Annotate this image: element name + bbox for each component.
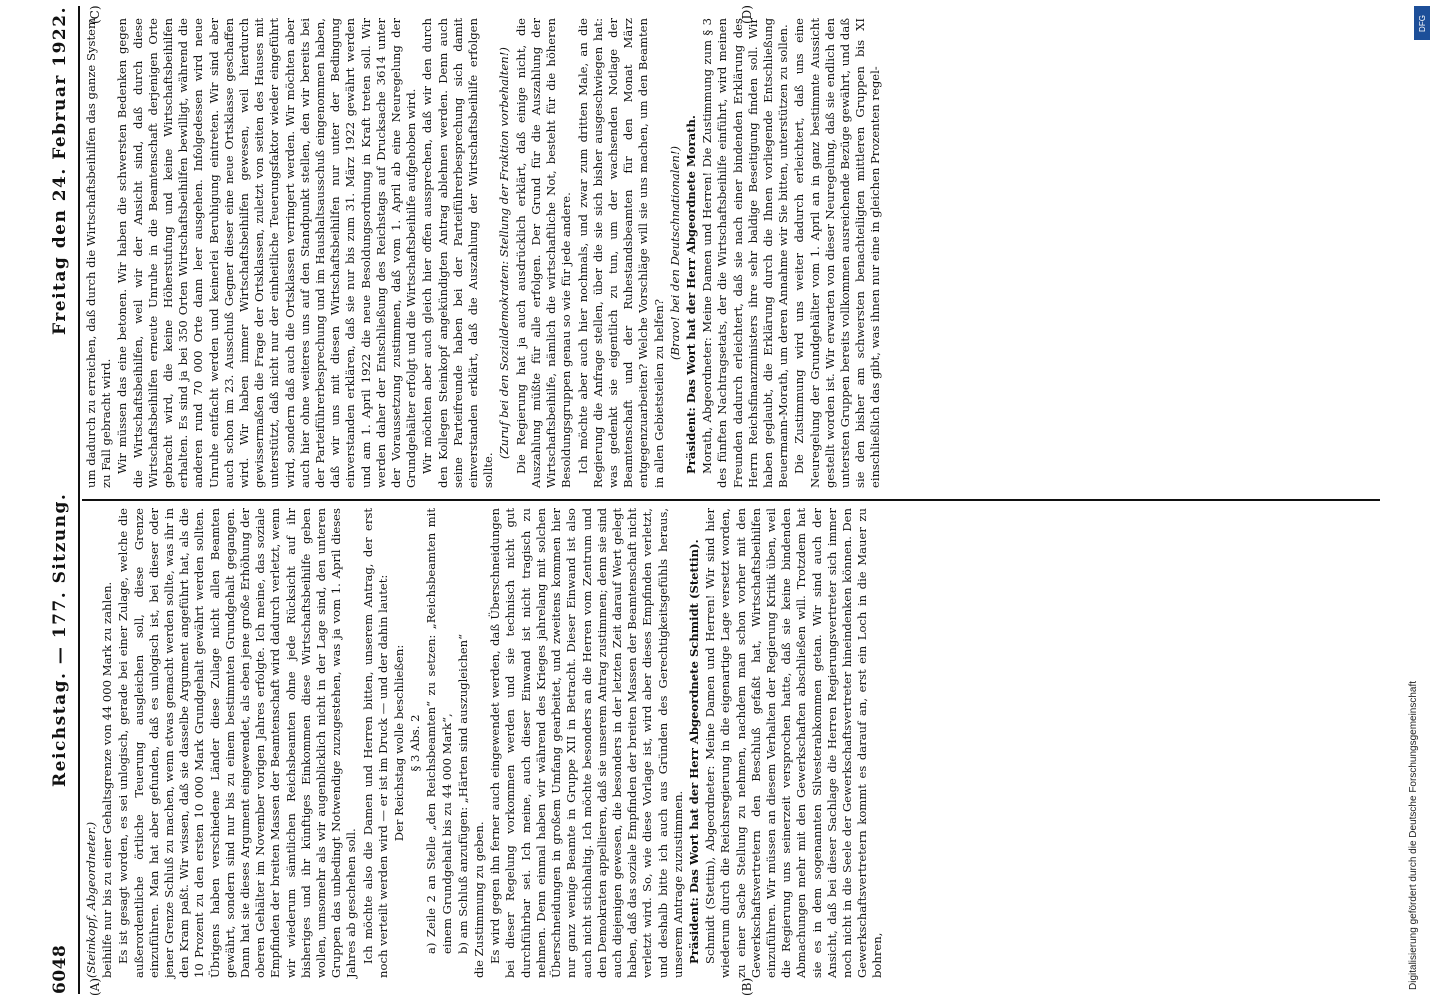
paragraph: Wir möchten aber auch gleich hier offen aussprechen, daß wir den durch den Kollegen Steinkopf angekündigten Antrag ablehnen werden. Denn auch seine Parteifreunde haben bei der Parteiführerbesprechung sich damit einverstanden erklärt, daß die Auszahlung der Wirtschaftsbeihilfe erfolgen sollte. [420,18,496,488]
paragraph: Es wird gegen ihn ferner auch eingewendet werden, daß Überschneidungen bei dieser Regelung vorkommen werden und sie technisch nicht gut durchführbar sei. Ich meine, auch dieser Einwand ist nicht tragisch zu nehmen. Denn einmal haben wir während des Krieges jahrelang mit solchen Überschneidungen in großem Umfang gearbeitet, und zweitens kommen hier nur ganz wenige Beamte in Gruppe XII in Betracht. Dieser Einwand ist also auch nicht stichhaltig. Ich möchte besonders an die Herren vom Zentrum und den Demokraten appellieren, daß sie unserem Antrag zustimmen; denn sie sind auch diejenigen gewesen, die besonders in der letzten Zeit darauf Wert gelegt haben, daß das soziale Empfinden der breiten Massen der Beamtenschaft nicht verletzt wird. So, wie diese Vorlage ist, wird aber dieses Empfinden verletzt, und deshalb bitte ich auch aus Gründen des Gerechtigkeitsgefühls heraus, unserem Antrage zuzustimmen. [488,508,685,978]
paragraph: Ich möchte aber auch hier nochmals, und zwar zum dritten Male, an die Regierung die Anfrage stellen, über die sie sich bisher ausgeschwiegen hat: was gedenkt sie eigentlich zu tun, um der wachsenden Notlage der Beamtenschaft und der Ruhestandsbeamten für den Monat März entgegenzuarbeiten? Welche Vorschläge will sie uns machen, um den Beamten in allen Gebietsteilen zu helfen? [575,18,666,488]
paragraph: Wir müssen das eine betonen. Wir haben die schwersten Bedenken gegen die Wirtschaftsbeihilfen, weil wir der Ansicht sind, daß durch diese Wirtschaftsbeihilfen erneute Unruhe in die Beamtenschaft derjenigen Orte gebracht wird, die keine Höherstufung und keine Wirtschaftsbeihilfen erhalten. Es sind ja bei 350 Orten Wirtschaftsbeihilfen bewilligt, während die anderen rund 70 000 Orte dann leer ausgehen. Infolgedessen wird neue Unruhe entfacht werden und keinerlei Beruhigung eintreten. Wir sind aber auch schon im 23. Ausschuß Gegner dieser eine neue Ortsklasse geschaffen wird. Wir haben immer Wirtschaftsbeihilfen gewesen, weil hierdurch gewissermaßen die Frage der Ortsklassen, zuletzt von seiten des Hauses mit unterstützt, daß nicht nur der einheitliche Teuerungsfaktor wieder eingeführt wird, sondern daß auch die Ortsklassen verringert werden. Wir möchten aber auch hier ohne weiteres uns auf den Standpunkt stellen, den wir bereits bei der Parteiführerbesprechung und im Haushaltsausschuß eingenommen haben, daß wir uns mit diesen Wirtschaftsbeihilfen nur unter der Bedingung einverstanden erklären, daß sie nur bis zum 31. März 1922 gewährt werden und am 1. April 1922 die neue Besoldungsordnung in Kraft treten soll. Wir werden daher der Entschließung des Reichstags auf Drucksache 3614 unter der Voraussetzung zustimmen, daß vom 1. April ab eine Neuregelung der Grundgehälter erfolgt und die Wirtschaftsbeihilfe aufgehoben wird. [115,18,419,488]
margin-marker-b: (B) [740,977,754,996]
column-rule [82,499,1380,501]
session-date: Freitag den 24. Februar 1922. [50,6,70,335]
page-number: 6048 [50,944,70,994]
paragraph: Ich möchte also die Damen und Herren bitten, unserem Antrag, der erst noch verteilt werden wird — er ist im Druck — und der dahin lautet: [360,508,390,978]
left-column [84,508,887,978]
running-header [46,6,74,994]
rotated-page-content [40,0,1402,1000]
digitization-credit [1408,10,1428,990]
president-statement: Präsident: Das Wort hat der Herr Abgeordnete Schmidt (Stettin). [686,539,701,964]
president-statement: Präsident: Das Wort hat der Herr Abgeordnete Morath. [683,115,698,474]
paragraph: Die Regierung hat ja auch ausdrücklich erklärt, daß einige nicht, die Auszahlung müßte für alle erfolgen. Der Grund für die Auszahlung der Wirtschaftsbeihilfe, nämlich die wirtschaftliche Not, besteht für die höheren Besoldungsgruppen genau so wie für jede andere. [513,18,574,488]
right-column [84,18,885,488]
session-title: Reichstag. — 177. Sitzung. [50,492,70,787]
header-rule [78,6,80,994]
speaker-continuation: (Steinkopf, Abgeordneter.) [84,821,98,978]
paragraph: Es ist gesagt worden, es sei unlogisch, gerade bei einer Zulage, welche die außerordentliche örtliche Teuerung ausgleichen soll, diese Grenze einzuführen. Man hat aber gefunden, daß es unlogisch ist, bei dieser oder jener Grenze Schluß zu machen, wenn etwas gemacht werden sollte, was ihr in den Kram paßt. Wir wissen, daß sie dasselbe Argument angeführt hat, als die 10 Prozent zu den ersten 10 000 Mark Grundgehalt gewährt werden sollten. Übrigens haben verschiedene Länder diese Zulage nicht allen Beamten gewährt, sondern sind nur bis zu einem bestimmten Grundgehalt gegangen. Dann hat sie dieses Argument eingewendet, als eben jene große Erhöhung der oberen Gehälter im November vorigen Jahres erfolgte. Ich meine, das soziale Empfinden der breiten Massen der Beamtenschaft wird dadurch verletzt, wenn wir wiederum sämtlichen Reichsbeamten ohne jede Rücksicht auf ihr bisheriges und ihr künftiges Einkommen diese Wirtschaftsbeihilfe geben wollen, umsomehr als wir augenblicklich nicht in der Lage sind, den unteren Gruppen das unbedingt Notwendige zuzugestehen, was ja vom 1. April dieses Jahres ab geschehen soll. [116,508,359,978]
paragraph: um dadurch zu erreichen, daß durch die Wirtschaftsbeihilfen das ganze System zu Fall gebracht wird. [84,18,114,488]
motion-section: § 3 Abs. 2 [408,714,423,772]
speaker-paragraph: Morath, Abgeordneter: Meine Damen und Herren! Die Zustimmung zum § 3 des fünften Nachtragsetats, der die Wirtschaftsbeihilfe einführt, wird meinen Freunden dadurch erleichtert, daß sie nach einer bindenden Erklärung des Herrn Reichsfinanzministers ihre sehr baldige Beseitigung finden soll. Wir haben geglaubt, die Erklärung durch die Ihnen vorliegende Entschließung Beuermann-Morath, um deren Annahme wir Sie bitten, unterstützen zu sollen. [700,18,791,488]
motion-heading: Der Reichstag wolle beschließen: [392,644,407,842]
credit-text: Digitalisierung gefördert durch die Deutsche Forschungsgemeinschaft [1408,680,1419,990]
margin-marker-a: (A) [88,977,102,996]
dfg-logo: DFG [1414,6,1430,40]
margin-marker-c: (C) [88,5,102,24]
paragraph: beihilfe nur bis zu einer Gehaltsgrenze von 44 000 Mark zu zahlen. [100,581,115,978]
paragraph: die Zustimmung zu geben. [472,821,487,978]
motion-item-a: a) Zeile 2 an Stelle „den Reichsbeamten“ zu setzen: „Reichsbeamten mit einem Grundgehalt bis zu 44 000 Mark“, [424,508,454,954]
interjection: (Zuruf bei den Sozialdemokraten: Stellung der Fraktion vorbehalten!) [497,47,512,459]
speaker-paragraph: Schmidt (Stettin), Abgeordneter: Meine Damen und Herren! Wir sind hier wiederum durch die Reichsregierung in die eigenartige Lage versetzt worden, zu einer Sache Stellung zu nehmen, nachdem man schon vorher mit den Gewerkschaftsvertretern den Beschluß gefaßt hat, Wirtschaftsbeihilfen einzuführen. Wir müssen an diesem Verhalten der Regierung Kritik üben, weil die Regierung uns seinerzeit versprochen hatte, daß sie keine bindenden Abmachungen mehr mit den Gewerkschaften abschließen will. Trotzdem hat sie es in dem sogenannten Silvesterabkommen getan. Wir sind auch der Ansicht, daß bei dieser Sachlage die Herren Regierungsvertreter sich immer noch nicht in die Seele der Gewerkschaftsvertreter hineindenken können. Den Gewerkschaftsvertretern kommt es darauf an, erst ein Loch in die Mauer zu bohren, [703,508,885,978]
margin-marker-d: (D) [740,5,754,24]
applause: (Bravo! bei den Deutschnationalen!) [667,146,682,360]
paragraph: Die Zustimmung wird uns weiter dadurch erleichtert, daß uns eine Neuregelung der Grundgehälter vom 1. April an in ganz bestimmte Aussicht gestellt worden ist. Wir erwarten von dieser Neuregelung, daß sie endlich den untersten Gruppen bereits vollkommen ausreichende Bezüge gewährt, und daß sie den bisher am schwersten benachteiligten mittleren Gruppen bis XI einschließlich das gibt, was ihnen nur eine in gleichen Prozenten regel- [792,18,883,488]
motion-item-b: b) am Schluß anzufügen: „Härten sind auszugleichen“ [455,633,470,954]
